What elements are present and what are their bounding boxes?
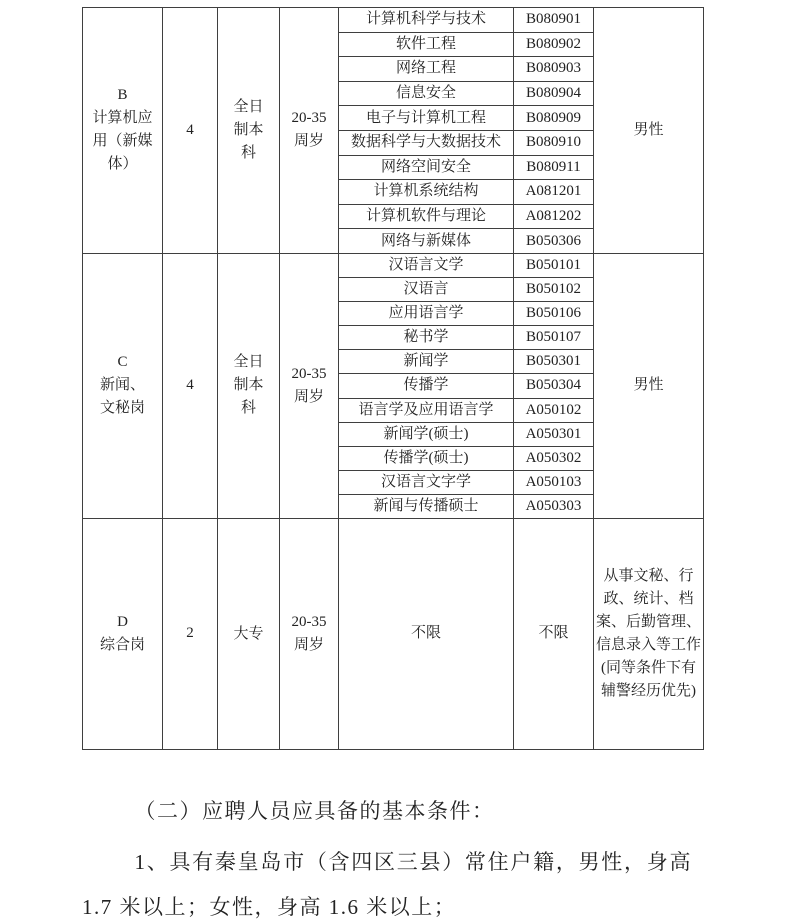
major-name: 汉语言 bbox=[339, 278, 514, 302]
education-cell-b bbox=[218, 8, 280, 254]
count-cell-b: 4 bbox=[163, 8, 218, 254]
education-cell-d bbox=[218, 518, 280, 749]
major-cell-d: 不限 bbox=[339, 518, 514, 749]
position-code: D bbox=[117, 613, 128, 630]
education-text: 大专 bbox=[233, 625, 264, 642]
basic-conditions-heading: （二）应聘人员应具备的基本条件： bbox=[134, 799, 495, 823]
position-cell-b bbox=[83, 8, 163, 254]
age-cell-c bbox=[280, 253, 339, 518]
position-cell-d bbox=[83, 518, 163, 749]
position-table bbox=[82, 7, 704, 750]
major-code: A081201 bbox=[514, 180, 594, 205]
major-code: B080910 bbox=[514, 130, 594, 155]
education-cell-c bbox=[218, 253, 280, 518]
gender-cell-c: 男性 bbox=[594, 253, 704, 518]
major-name: 传播学(硕士) bbox=[339, 446, 514, 470]
major-name: 计算机软件与理论 bbox=[339, 204, 514, 229]
major-name: 信息安全 bbox=[339, 81, 514, 106]
education-text: 全日制本科 bbox=[233, 354, 264, 417]
major-code: B080901 bbox=[514, 8, 594, 33]
major-code: B050102 bbox=[514, 278, 594, 302]
major-code: B080911 bbox=[514, 155, 594, 180]
major-code: B080904 bbox=[514, 81, 594, 106]
major-name: 新闻与传播硕士 bbox=[339, 494, 514, 518]
major-name: 传播学 bbox=[339, 374, 514, 398]
position-code: C bbox=[117, 354, 128, 371]
age-text: 20-35周岁 bbox=[291, 613, 327, 653]
major-code: B050304 bbox=[514, 374, 594, 398]
major-name: 新闻学(硕士) bbox=[339, 422, 514, 446]
major-name: 语言学及应用语言学 bbox=[339, 398, 514, 422]
position-name: 新闻、文秘岗 bbox=[99, 377, 145, 417]
count-cell-c: 4 bbox=[163, 253, 218, 518]
major-code: A050103 bbox=[514, 470, 594, 494]
major-name: 网络与新媒体 bbox=[339, 229, 514, 254]
major-code: B050301 bbox=[514, 350, 594, 374]
age-cell-d bbox=[280, 518, 339, 749]
age-text: 20-35周岁 bbox=[291, 365, 327, 405]
major-name: 秘书学 bbox=[339, 326, 514, 350]
major-code: B080902 bbox=[514, 32, 594, 57]
major-code: B080903 bbox=[514, 57, 594, 82]
table-row bbox=[83, 253, 704, 277]
major-name: 计算机系统结构 bbox=[339, 180, 514, 205]
remark-cell-d: 从事文秘、行政、统计、档案、后勤管理、信息录入等工作(同等条件下有辅警经历优先) bbox=[594, 518, 704, 749]
major-code: A050303 bbox=[514, 494, 594, 518]
position-name: 计算机应用（新媒体） bbox=[92, 110, 153, 173]
major-name: 汉语言文字学 bbox=[339, 470, 514, 494]
major-name: 数据科学与大数据技术 bbox=[339, 130, 514, 155]
gender-cell-b: 男性 bbox=[594, 8, 704, 254]
major-name: 网络工程 bbox=[339, 57, 514, 82]
major-code: A050102 bbox=[514, 398, 594, 422]
education-text: 全日制本科 bbox=[233, 98, 264, 161]
major-name: 网络空间安全 bbox=[339, 155, 514, 180]
major-name: 应用语言学 bbox=[339, 302, 514, 326]
age-text: 20-35周岁 bbox=[291, 110, 327, 150]
major-code: B050101 bbox=[514, 253, 594, 277]
major-code-cell-d: 不限 bbox=[514, 518, 594, 749]
major-name: 电子与计算机工程 bbox=[339, 106, 514, 131]
position-code: B bbox=[117, 87, 128, 104]
age-cell-b bbox=[280, 8, 339, 254]
major-code: A050301 bbox=[514, 422, 594, 446]
major-code: B050106 bbox=[514, 302, 594, 326]
major-code: A050302 bbox=[514, 446, 594, 470]
major-name: 计算机科学与技术 bbox=[339, 8, 514, 33]
major-name: 软件工程 bbox=[339, 32, 514, 57]
major-code: B050107 bbox=[514, 326, 594, 350]
table-row bbox=[83, 8, 704, 33]
count-cell-d: 2 bbox=[163, 518, 218, 749]
major-code: B050306 bbox=[514, 229, 594, 254]
position-cell-c bbox=[83, 253, 163, 518]
major-code: A081202 bbox=[514, 204, 594, 229]
table-row bbox=[83, 518, 704, 749]
major-name: 新闻学 bbox=[339, 350, 514, 374]
position-name: 综合岗 bbox=[99, 637, 145, 653]
major-name: 汉语言文学 bbox=[339, 253, 514, 277]
residency-requirement-paragraph: 1、具有秦皇岛市（含四区三县）常住户籍，男性，身高 1.7 米以上；女性，身高 1.6 米以上； bbox=[82, 850, 692, 919]
body-text-block bbox=[82, 789, 692, 920]
major-code: B080909 bbox=[514, 106, 594, 131]
